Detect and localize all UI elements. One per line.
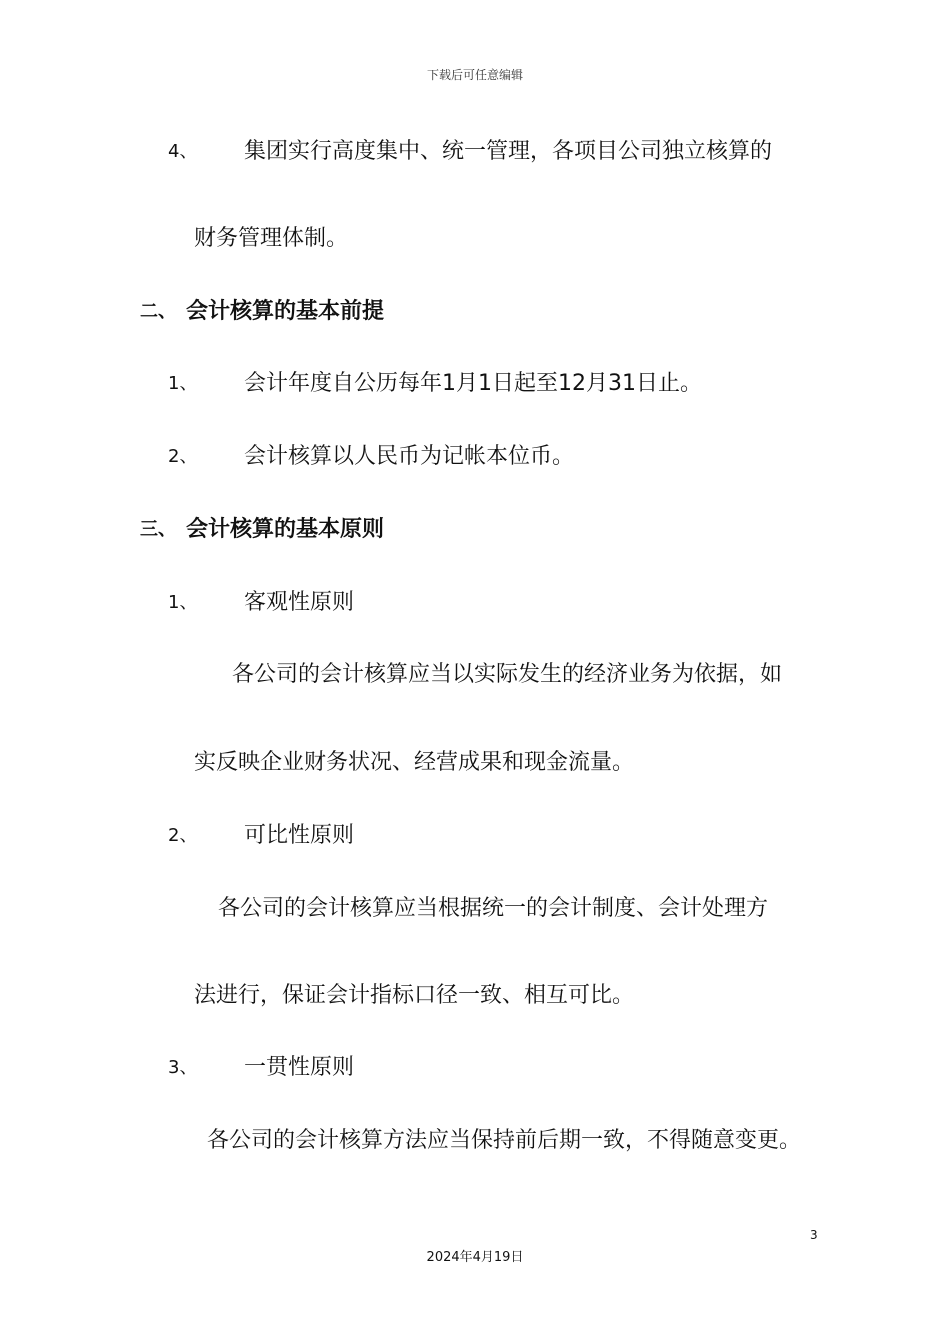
page-header: 下载后可任意编辑 xyxy=(426,68,523,82)
section-3-title: 会计核算的基本原则 xyxy=(186,517,385,542)
item-4-text-line1: 集团实行高度集中、统一管理，各项目公司独立核算的 xyxy=(244,139,773,164)
section-3-number: 三、 xyxy=(140,519,176,540)
section-2-item-1-number: 1、 xyxy=(168,373,198,394)
section-2-item-1-text: 会计年度自公历每年1月1日起至12月31日止。 xyxy=(244,371,702,396)
section-3-item-2-title: 可比性原则 xyxy=(244,823,355,848)
item-4-text-line2: 财务管理体制。 xyxy=(194,226,349,251)
section-3-item-1-text-line2: 实反映企业财务状况、经营成果和现金流量。 xyxy=(194,750,635,775)
section-2-title: 会计核算的基本前提 xyxy=(186,299,385,324)
section-3-item-2-number: 2、 xyxy=(168,825,198,846)
section-3-item-2-text-line1: 各公司的会计核算应当根据统一的会计制度、会计处理方 xyxy=(218,896,769,921)
section-3-item-3-number: 3、 xyxy=(168,1057,198,1078)
section-3-item-3-title: 一贯性原则 xyxy=(244,1055,355,1080)
section-3-item-2-text-line2: 法进行，保证会计指标口径一致、相互可比。 xyxy=(194,983,635,1008)
section-3-item-1-title: 客观性原则 xyxy=(244,590,355,615)
page-number: 3 xyxy=(810,1228,818,1242)
section-2-item-2-text: 会计核算以人民币为记帐本位币。 xyxy=(244,444,575,469)
section-3-item-3-text-line1: 各公司的会计核算方法应当保持前后期一致，不得随意变更。 xyxy=(207,1128,802,1153)
section-3-item-1-text-line1: 各公司的会计核算应当以实际发生的经济业务为依据，如 xyxy=(232,662,783,687)
section-2-item-2-number: 2、 xyxy=(168,446,198,467)
section-3-item-1-number: 1、 xyxy=(168,592,198,613)
page-footer-date: 2024年4月19日 xyxy=(426,1250,524,1265)
item-4-number: 4、 xyxy=(168,141,198,162)
section-2-number: 二、 xyxy=(140,301,176,322)
